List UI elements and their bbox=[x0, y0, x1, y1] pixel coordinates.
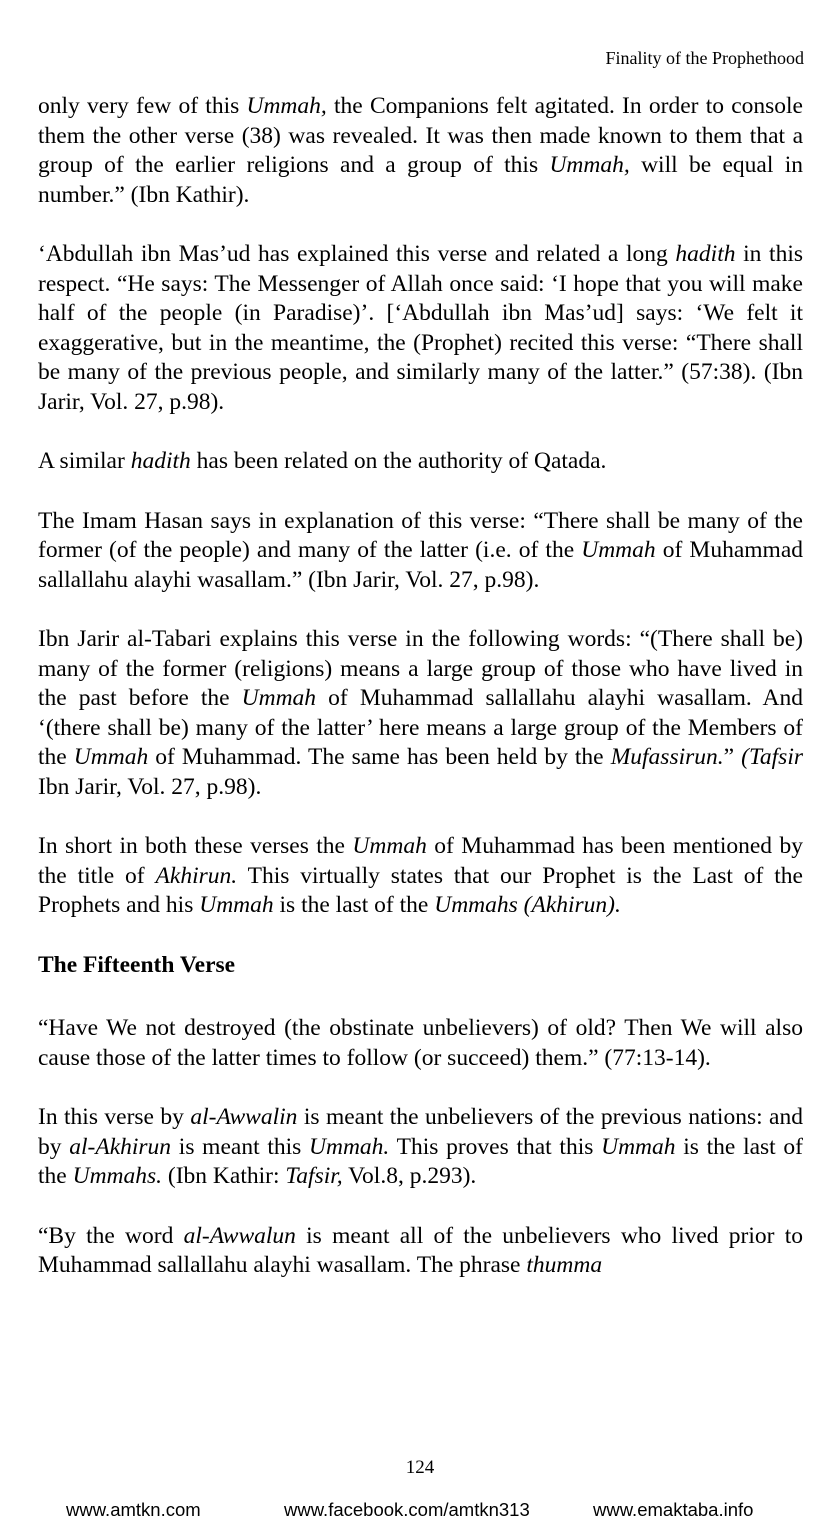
italic-term: Ummah. bbox=[309, 1133, 390, 1160]
footer bbox=[0, 1497, 840, 1523]
italic-term: Mufassirun. bbox=[610, 744, 724, 770]
text-run: in this respect. “He says: The Messenger of Allah once said: ‘I hope that you will make half of the people (in Paradise)’. [‘Abdullah ibn Mas’ud] says: ‘We felt it exaggerative, but in the meantime, the (Prophet) recited this verse: “There shall be many of the previous people, and similarly many of the latter.” (57:38). (Ibn Jarir, Vol. 27, p.98). bbox=[38, 241, 803, 415]
italic-term: al-Akhirun bbox=[69, 1133, 172, 1160]
body-text bbox=[38, 92, 803, 1311]
italic-term: hadith bbox=[130, 448, 191, 474]
paragraph bbox=[38, 240, 803, 417]
paragraph bbox=[38, 1014, 803, 1073]
footer-link-facebook[interactable]: www.facebook.com/amtkn313 bbox=[284, 1499, 530, 1520]
text-run: of Muhammad. The same has been held by the bbox=[148, 744, 611, 770]
text-run: Vol.8, p.293). bbox=[342, 1163, 477, 1189]
text-run: This virtually states that our Prophet is the Last of the Prophets and his bbox=[38, 862, 803, 918]
paragraph bbox=[38, 507, 803, 596]
page-number: 124 bbox=[405, 1457, 435, 1478]
text-run: A similar bbox=[38, 448, 131, 474]
text-run: of Muhammad has been mentioned by the title of bbox=[38, 833, 803, 889]
paragraph bbox=[38, 1103, 803, 1192]
running-header: Finality of the Prophethood bbox=[605, 48, 804, 68]
italic-term: Ummahs. bbox=[72, 1163, 163, 1189]
italic-term: al-Awwalin bbox=[190, 1104, 298, 1130]
text-run: This proves that this bbox=[389, 1133, 602, 1160]
italic-term: Tafsir, bbox=[285, 1163, 343, 1189]
italic-term: Ummah bbox=[601, 1133, 676, 1160]
italic-term: al-Awwalun bbox=[183, 1222, 296, 1249]
text-run: “Have We not destroyed (the obstinate unbelievers) of old? Then We will also cause those of the latter times to follow (or succeed) them.” (77:13-14). bbox=[38, 1015, 803, 1071]
text-run: the Companions felt agitated. In order to console them the other verse (38) was revealed. It was then made known to them that a group of the earlier religions and a group of this bbox=[38, 93, 803, 178]
text-run: ‘Abdullah ibn Mas’ud has explained this verse and related a long bbox=[38, 241, 676, 267]
text-run: of Muhammad sallallahu alayhi wasallam.” (Ibn Jarir, Vol. 27, p.98). bbox=[38, 537, 803, 593]
text-run: (Ibn Kathir: bbox=[162, 1163, 286, 1189]
text-run: of Muhammad sallallahu alayhi wasallam. And ‘(there shall be) many of the latter’ here means a large group of the Members of the bbox=[38, 685, 803, 770]
paragraph bbox=[38, 447, 803, 477]
paragraph bbox=[38, 625, 803, 802]
italic-term: (Tafsir bbox=[741, 744, 803, 770]
paragraph bbox=[38, 92, 803, 210]
text-run: is meant all of the unbelievers who lived prior to Muhammad sallallahu alayhi wasallam. The phrase bbox=[38, 1222, 803, 1278]
text-run: “By the word bbox=[38, 1222, 184, 1249]
italic-term: Ummahs (Akhirun). bbox=[434, 892, 621, 918]
italic-term: Ummah bbox=[73, 744, 149, 770]
text-run: In short in both these verses the bbox=[38, 833, 353, 859]
italic-term: Ummah bbox=[241, 685, 317, 711]
text-run: In this verse by bbox=[38, 1104, 191, 1130]
italic-term: Ummah bbox=[581, 537, 656, 563]
italic-term: thumma bbox=[526, 1252, 603, 1278]
paragraph bbox=[38, 1222, 803, 1281]
italic-term: Ummah, bbox=[246, 93, 327, 119]
text-run: is the last of the bbox=[273, 892, 435, 918]
text-run: only very few of this bbox=[38, 93, 247, 119]
text-run: is meant the unbelievers of the previous nations: and by bbox=[38, 1104, 803, 1160]
text-run: will be equal in number.” (Ibn Kathir). bbox=[38, 152, 803, 208]
text-run: ” bbox=[723, 744, 742, 770]
italic-term: hadith bbox=[675, 241, 736, 267]
text-run: is the last of the bbox=[38, 1133, 804, 1189]
text-run: is meant this bbox=[171, 1133, 309, 1160]
text-run: Ibn Jarir al-Tabari explains this verse in the following words: “(There shall be) many of the former (religions) means a large group of those who have lived in the past before the bbox=[38, 626, 803, 711]
paragraph bbox=[38, 832, 803, 921]
italic-term: Akhirun. bbox=[155, 862, 238, 889]
text-run: has been related on the authority of Qatada. bbox=[190, 448, 607, 474]
italic-term: Ummah bbox=[199, 892, 274, 918]
footer-link-amtkn[interactable]: www.amtkn.com bbox=[66, 1499, 201, 1520]
italic-term: Ummah, bbox=[549, 152, 630, 178]
italic-term: Ummah bbox=[352, 833, 427, 859]
text-run: Ibn Jarir, Vol. 27, p.98). bbox=[38, 773, 262, 800]
text-run: The Imam Hasan says in explanation of this verse: “There shall be many of the former (of the people) and many of the latter (i.e. of the bbox=[38, 507, 803, 563]
footer-link-emaktaba[interactable]: www.emaktaba.info bbox=[593, 1499, 754, 1520]
section-heading: The Fifteenth Verse bbox=[38, 951, 236, 978]
